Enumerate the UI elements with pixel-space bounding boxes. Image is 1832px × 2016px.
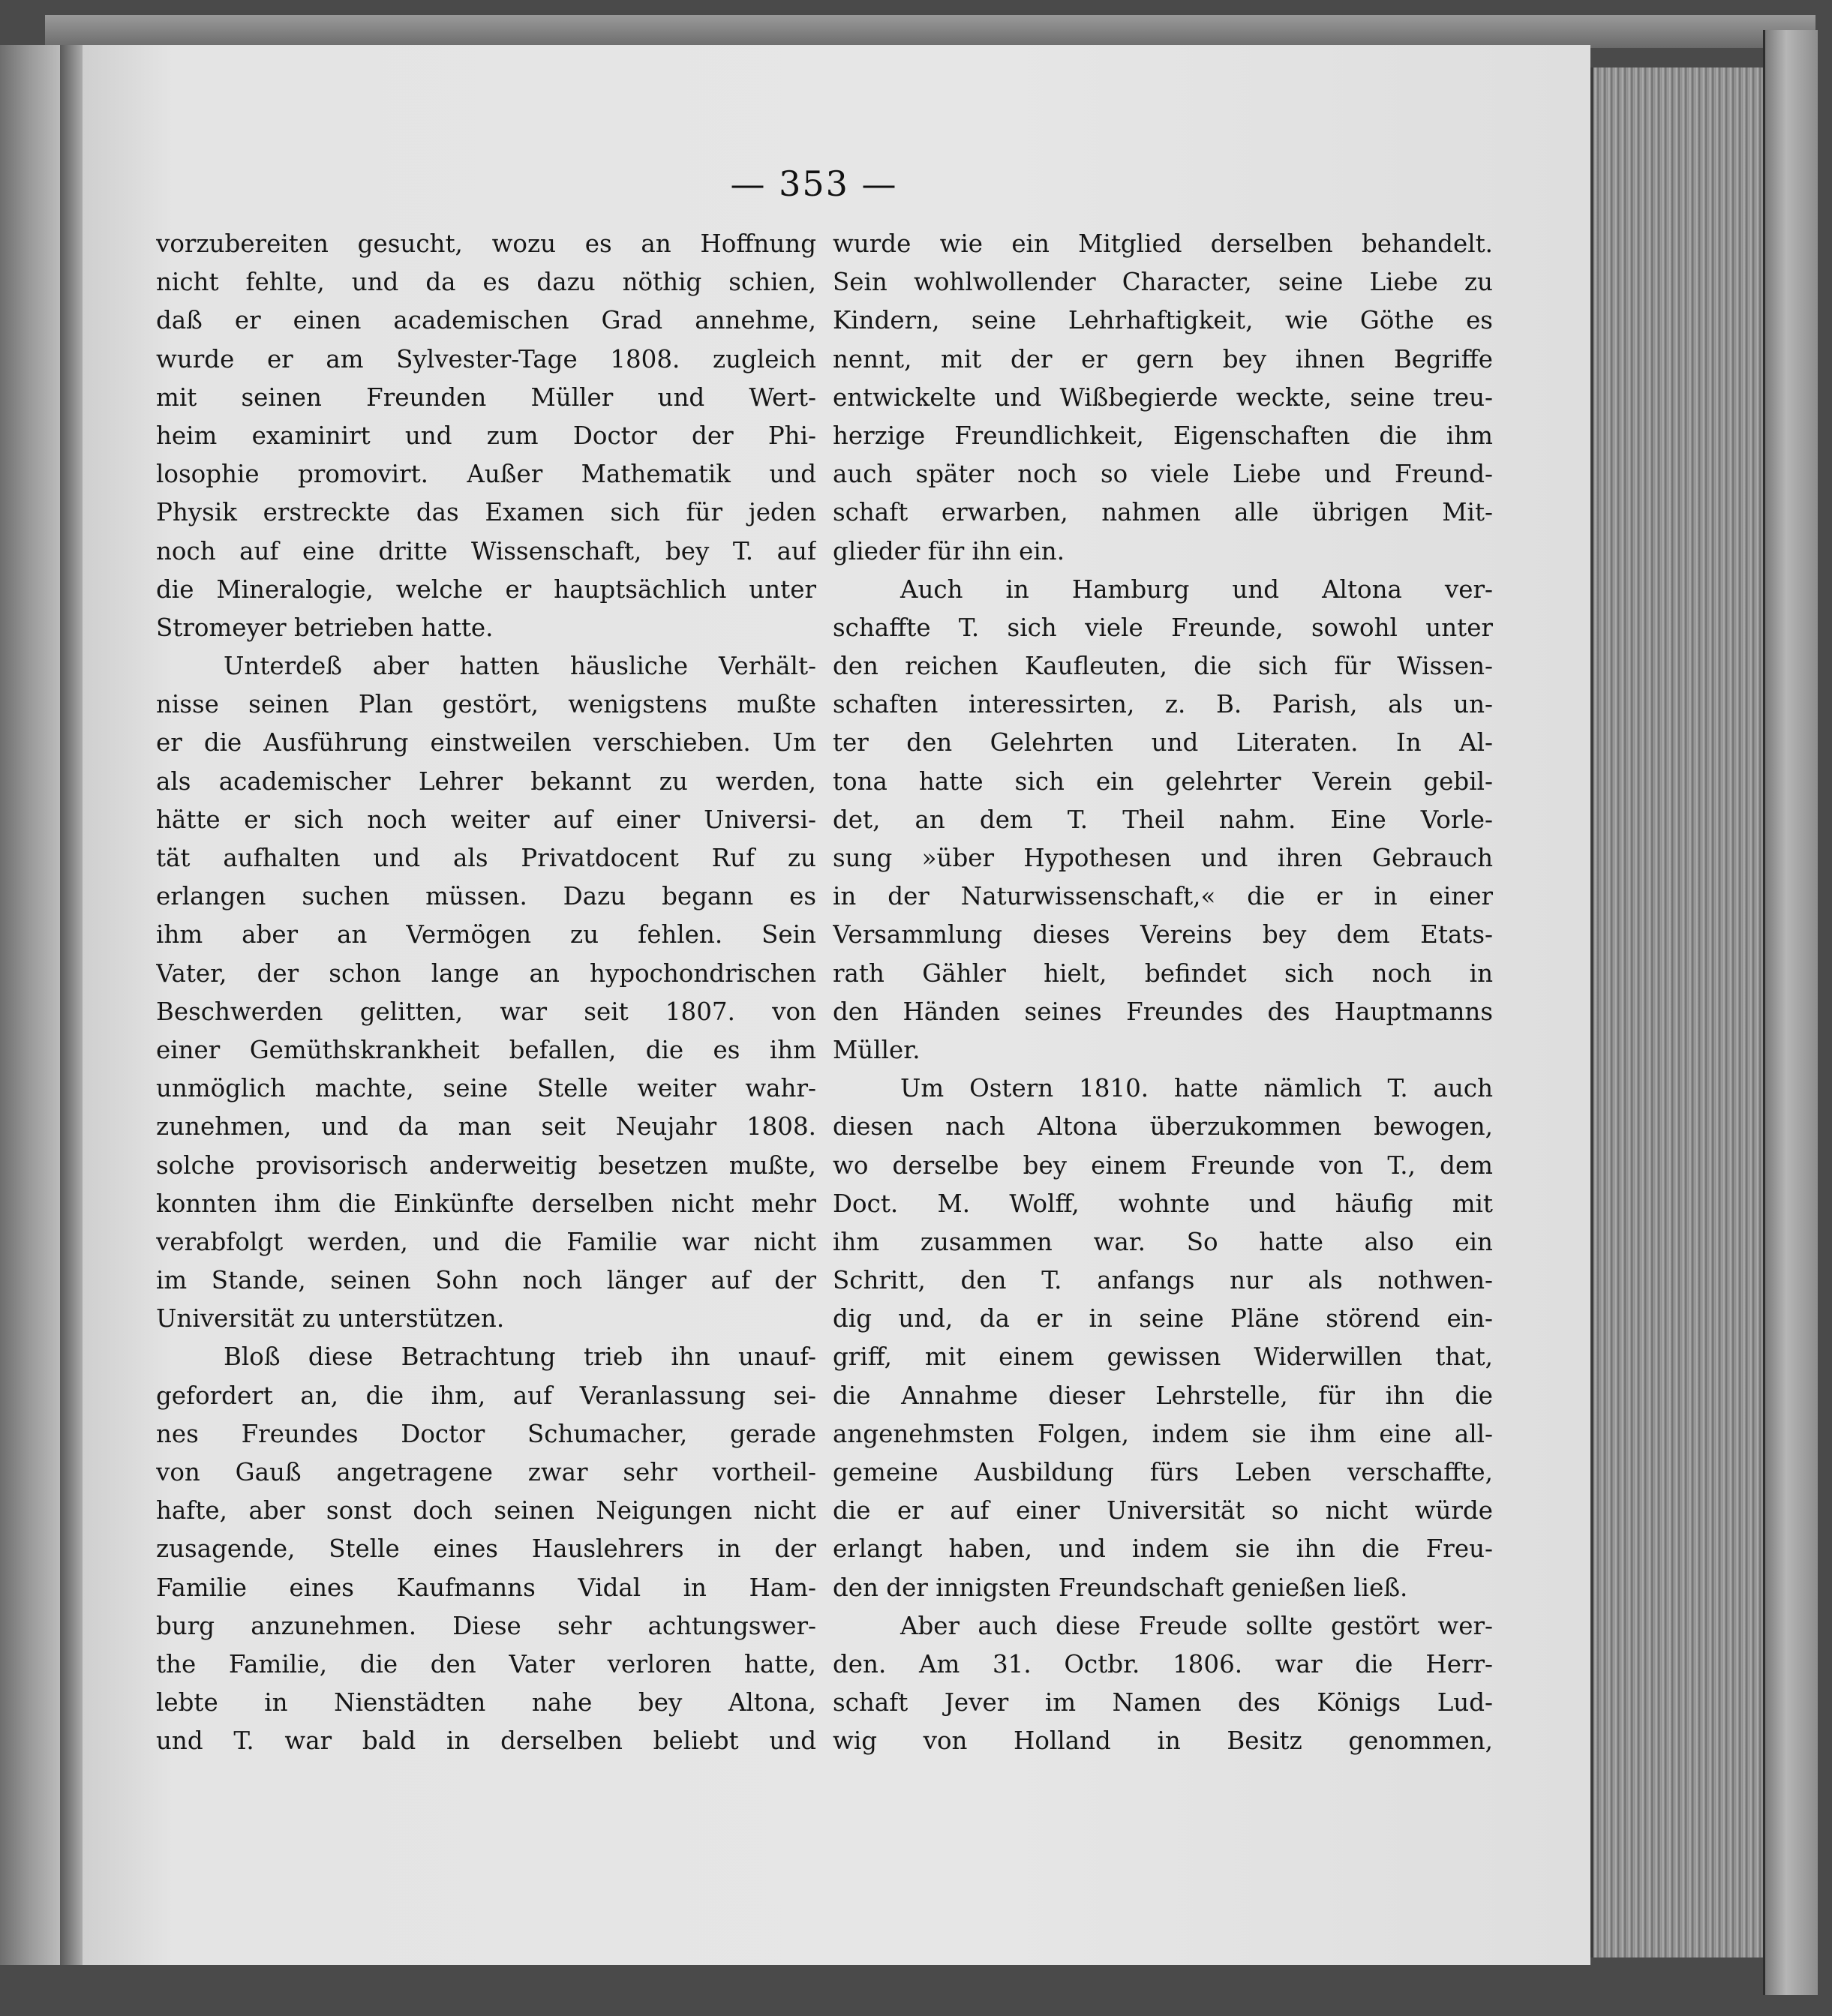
text-line: nisse seinen Plan gestört, wenigstens mußte: [156, 690, 816, 719]
book-cover-top: [45, 15, 1815, 48]
text-line: hafte, aber sonst doch seinen Neigungen nicht: [156, 1496, 816, 1526]
text-line: Universität zu unterstützen.: [156, 1304, 505, 1334]
text-line: schaft erwarben, nahmen alle übrigen Mit-: [833, 498, 1493, 527]
text-line: auch später noch so viele Liebe und Freund-: [833, 460, 1493, 489]
text-line: ter den Gelehrten und Literaten. In Al-: [833, 728, 1493, 758]
text-line: wo derselbe bey einem Freunde von T., dem: [833, 1150, 1493, 1180]
page-number: — 353 —: [730, 164, 898, 204]
text-line: Kindern, seine Lehrhaftigkeit, wie Göthe es: [833, 306, 1493, 335]
text-line: ihm aber an Vermögen zu fehlen. Sein: [156, 920, 816, 950]
text-line: gemeine Ausbildung fürs Leben verschaffte,: [833, 1458, 1493, 1486]
text-line: nicht fehlte, und da es dazu nöthig schien,: [156, 268, 816, 297]
text-line: schaffte T. sich viele Freunde, sowohl unter: [833, 613, 1493, 642]
text-line: Aber auch diese Freude sollte gestört wer-: [900, 1611, 1493, 1640]
text-line: Schritt, den T. anfangs nur als nothwen-: [833, 1266, 1493, 1295]
text-line: solche provisorisch anderweitig besetzen mußte,: [156, 1150, 816, 1180]
text-line: einer Gemüthskrankheit befallen, die es ihm: [156, 1035, 816, 1064]
text-line: zunehmen, und da man seit Neujahr 1808.: [156, 1112, 816, 1142]
text-line: hätte er sich noch weiter auf einer Universi-: [156, 805, 816, 834]
text-line: diesen nach Altona überzukommen bewogen,: [833, 1112, 1493, 1142]
text-line: mit seinen Freunden Müller und Wert-: [156, 382, 816, 412]
right-text-column: [833, 225, 1493, 1761]
text-line: den reichen Kaufleuten, die sich für Wissen-: [833, 652, 1493, 681]
text-line: det, an dem T. Theil nahm. Eine Vorle-: [833, 805, 1493, 834]
facing-page-edge: [0, 45, 62, 1965]
text-line: dig und, da er in seine Pläne störend ein-: [833, 1304, 1493, 1334]
text-line: glieder für ihn ein.: [833, 536, 1065, 566]
text-line: Um Ostern 1810. hatte nämlich T. auch: [900, 1074, 1493, 1103]
text-line: griff, mit einem gewissen Widerwillen that,: [833, 1342, 1493, 1372]
text-line: konnten ihm die Einkünfte derselben nicht mehr: [156, 1189, 816, 1218]
text-line: Familie eines Kaufmanns Vidal in Ham-: [156, 1573, 816, 1602]
text-line: Müller.: [833, 1035, 921, 1064]
text-line: wurde wie ein Mitglied derselben behandelt.: [833, 230, 1493, 258]
text-line: herzige Freundlichkeit, Eigenschaften die ihm: [833, 421, 1493, 450]
text-line: angenehmsten Folgen, indem sie ihm eine all-: [833, 1419, 1493, 1448]
text-line: nes Freundes Doctor Schumacher, gerade: [156, 1419, 816, 1448]
text-line: sung »über Hypothesen und ihren Gebrauch: [833, 844, 1493, 872]
text-line: die Annahme dieser Lehrstelle, für ihn die: [833, 1381, 1493, 1410]
text-line: rath Gähler hielt, befindet sich noch in: [833, 958, 1493, 988]
text-line: zusagende, Stelle eines Hauslehrers in der: [156, 1534, 816, 1564]
text-line: die Mineralogie, welche er hauptsächlich unter: [156, 574, 816, 604]
text-line: losophie promovirt. Außer Mathematik und: [156, 460, 816, 489]
text-line: burg anzunehmen. Diese sehr achtungswer-: [156, 1611, 816, 1640]
left-text-column: [156, 225, 816, 1761]
text-line: Sein wohlwollender Character, seine Liebe zu: [833, 268, 1493, 297]
text-line: noch auf eine dritte Wissenschaft, bey T. auf: [156, 536, 816, 566]
text-line: tona hatte sich ein gelehrter Verein gebil-: [833, 766, 1493, 796]
text-line: Bloß diese Betrachtung trieb ihn unauf-: [224, 1342, 816, 1372]
text-line: gefordert an, die ihm, auf Veranlassung sei-: [156, 1381, 816, 1410]
text-line: nennt, mit der er gern bey ihnen Begriffe: [833, 344, 1493, 374]
text-line: ihm zusammen war. So hatte also ein: [833, 1227, 1493, 1256]
text-line: Beschwerden gelitten, war seit 1807. von: [156, 997, 816, 1026]
text-line: unmöglich machte, seine Stelle weiter wahr-: [156, 1074, 816, 1103]
text-line: Auch in Hamburg und Altona ver-: [900, 574, 1493, 604]
text-line: tät aufhalten und als Privatdocent Ruf zu: [156, 844, 816, 872]
text-line: die er auf einer Universität so nicht würde: [833, 1496, 1493, 1526]
text-line: verabfolgt werden, und die Familie war nicht: [156, 1227, 816, 1256]
text-line: als academischer Lehrer bekannt zu werden,: [156, 766, 816, 796]
text-line: Vater, der schon lange an hypochondrischen: [156, 958, 816, 988]
text-line: er die Ausführung einstweilen verschieben. Um: [156, 728, 816, 758]
text-line: schaften interessirten, z. B. Parish, als un-: [833, 690, 1493, 719]
text-line: vorzubereiten gesucht, wozu es an Hoffnung: [156, 230, 816, 258]
text-line: Physik erstreckte das Examen sich für jeden: [156, 498, 816, 527]
text-line: und T. war bald in derselben beliebt und: [156, 1726, 816, 1756]
text-line: von Gauß angetragene zwar sehr vortheil-: [156, 1458, 816, 1486]
page-stack-fore-edge: [1590, 68, 1766, 1958]
text-line: Doct. M. Wolff, wohnte und häufig mit: [833, 1189, 1493, 1218]
text-line: den der innigsten Freundschaft genießen ließ.: [833, 1573, 1408, 1602]
text-line: Versammlung dieses Vereins bey dem Etats-: [833, 920, 1493, 950]
text-line: the Familie, die den Vater verloren hatte,: [156, 1649, 816, 1678]
text-line: erlangen suchen müssen. Dazu begann es: [156, 882, 816, 911]
text-line: lebte in Nienstädten nahe bey Altona,: [156, 1688, 816, 1718]
text-line: den Händen seines Freundes des Hauptmanns: [833, 997, 1493, 1026]
text-line: erlangt haben, und indem sie ihn die Freu-: [833, 1534, 1493, 1564]
text-line: Unterdeß aber hatten häusliche Verhält-: [224, 652, 816, 681]
text-line: Stromeyer betrieben hatte.: [156, 613, 494, 642]
text-line: im Stande, seinen Sohn noch länger auf der: [156, 1266, 816, 1295]
text-line: daß er einen academischen Grad annehme,: [156, 306, 816, 335]
text-line: entwickelte und Wißbegierde weckte, seine treu-: [833, 382, 1493, 412]
book-cover-side: [1763, 30, 1818, 1995]
text-line: wurde er am Sylvester-Tage 1808. zugleich: [156, 344, 816, 374]
text-line: in der Naturwissenschaft,« die er in einer: [833, 882, 1493, 911]
text-line: wig von Holland in Besitz genommen,: [833, 1726, 1493, 1756]
text-line: schaft Jever im Namen des Königs Lud-: [833, 1688, 1493, 1718]
text-line: den. Am 31. Octbr. 1806. war die Herr-: [833, 1649, 1493, 1678]
text-line: heim examinirt und zum Doctor der Phi-: [156, 421, 816, 450]
